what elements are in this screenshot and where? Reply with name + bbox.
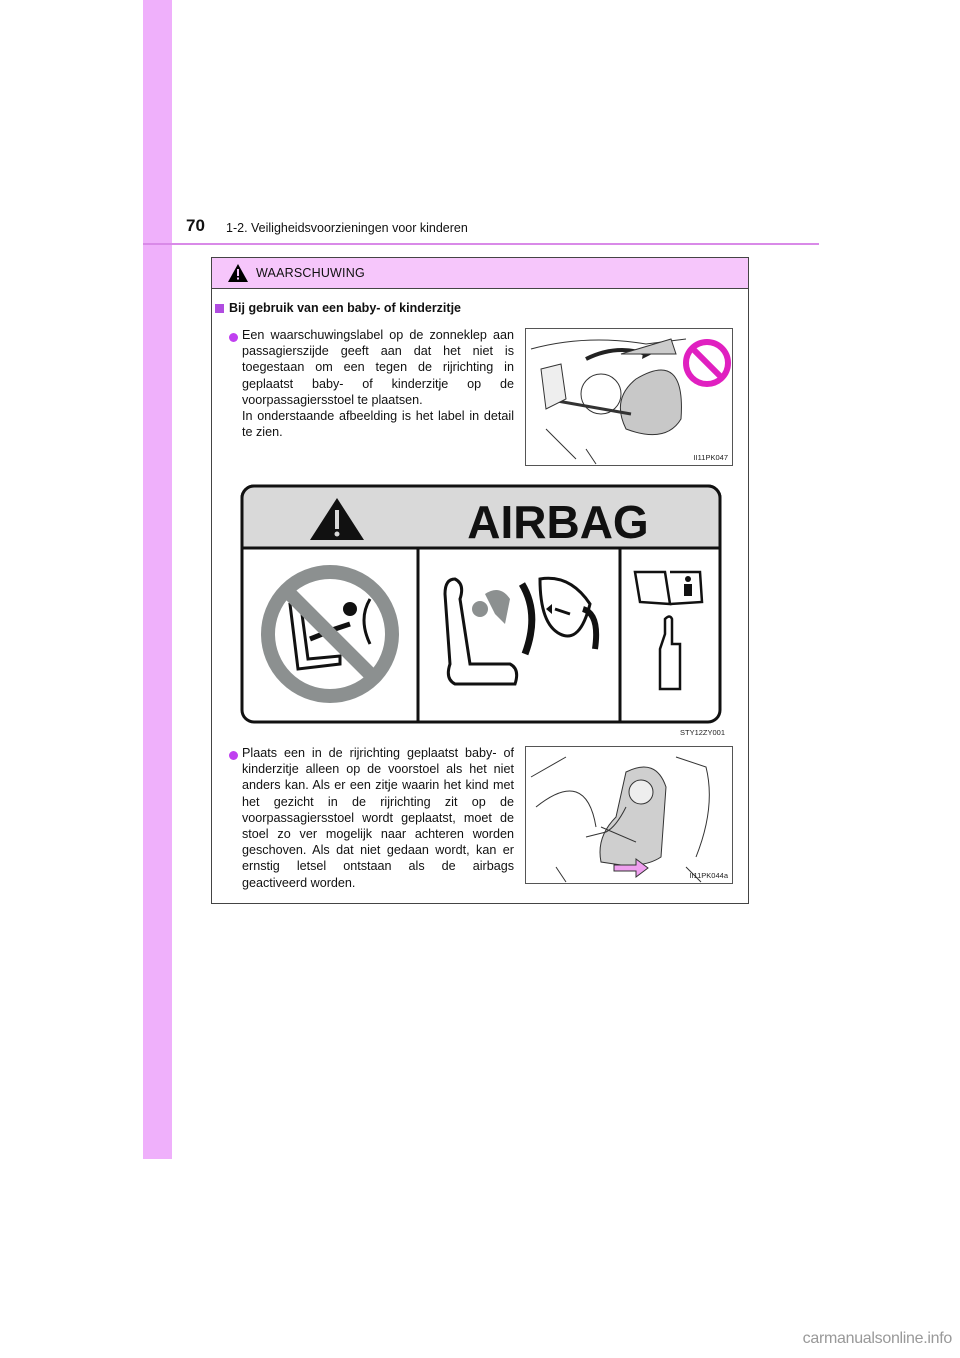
sun-visor-airbag-figure (525, 328, 733, 466)
header-divider (143, 243, 819, 245)
warning-triangle-icon (228, 264, 248, 282)
watermark: carmanualsonline.info (802, 1330, 952, 1347)
svg-text:AIRBAG: AIRBAG (467, 496, 649, 548)
warning-item-2: Plaats een in de rijrichting geplaatst baby- of kinderzitje alleen op de voorstoel als het niet anders kan. Als er een zitje waarin het kind met het gezicht in de rijrichting zit op de voorpassagiersstoel wordt geplaatst, moet de stoel zo ver mogelijk naar achteren worden geschoven. Als dat niet gedaan wordt, kan er ernstig letsel ontstaan als de airbags geactiveerd worden. (242, 746, 514, 890)
warning-box (211, 257, 749, 904)
figure-code: II11PK047 (693, 453, 728, 462)
warning-subheading: Bij gebruik van een baby- of kinderzitje (215, 301, 461, 315)
warning-item-1: Een waarschuwingslabel op de zonneklep aan passagierszijde geeft aan dat het niet is toegestaan om een tegen de rijrichting in geplaatst baby- of kinderzitje op de voorpassagiersstoel te plaatsen. In onderstaande afbeelding is het label in detail te zien. (242, 328, 514, 440)
bullet-icon (229, 751, 238, 760)
figure-code: II11PK044a (689, 871, 728, 880)
forward-facing-seat-figure (525, 746, 733, 884)
square-bullet-icon (215, 304, 224, 313)
chapter-tab-strip (143, 0, 172, 1159)
bullet-icon (229, 333, 238, 342)
page-number: 70 (186, 216, 205, 235)
section-title: 1-2. Veiligheidsvoorzieningen voor kinderen (226, 221, 468, 235)
airbag-warning-label (240, 484, 722, 724)
forward-facing-child-seat-illustration (526, 747, 733, 884)
dashboard-airbag-illustration (526, 329, 733, 466)
warning-title: WAARSCHUWING (256, 266, 365, 280)
figure-code: STY12ZY001 (680, 728, 726, 737)
warning-header (212, 258, 748, 289)
